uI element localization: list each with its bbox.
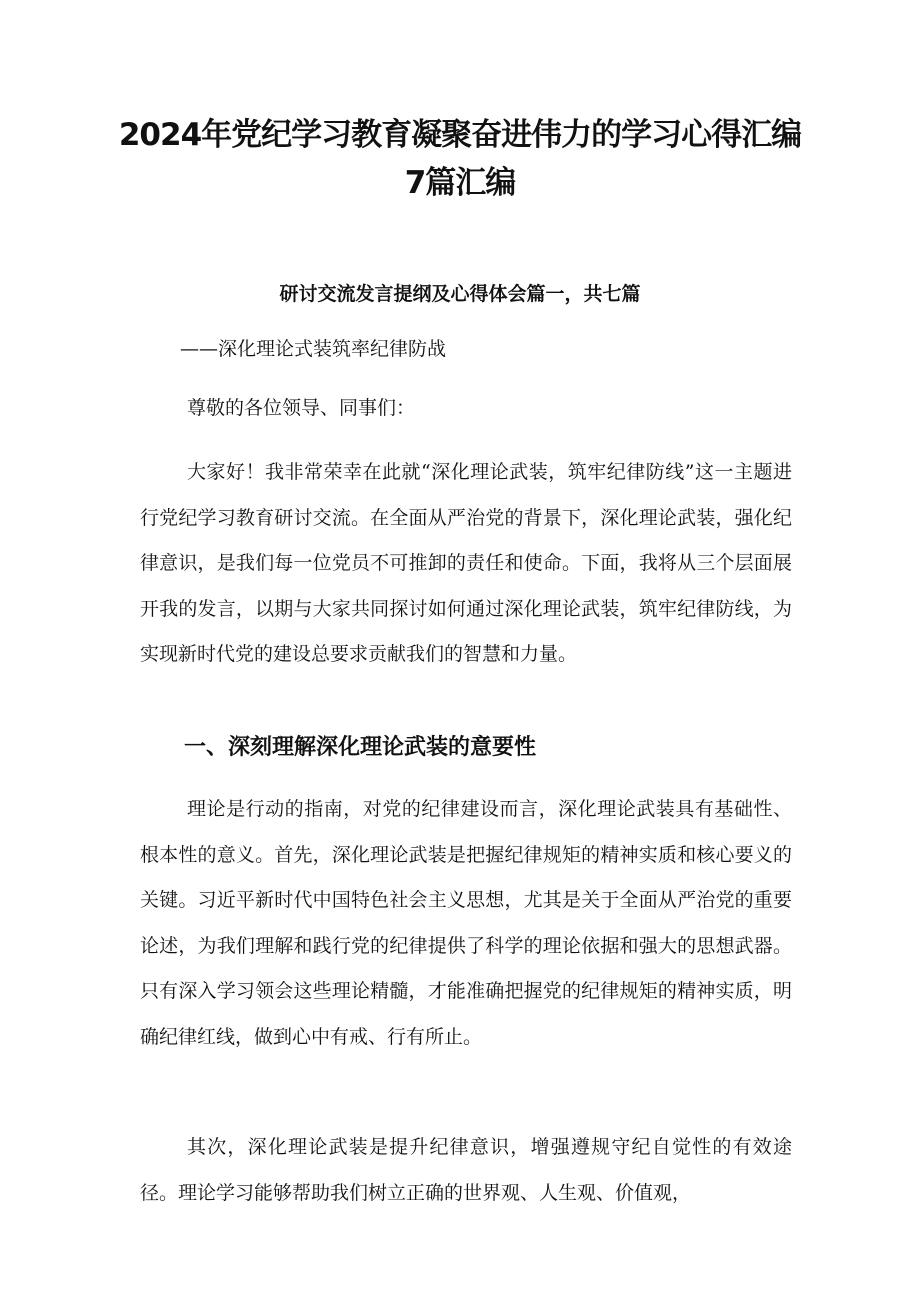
section-1-paragraph-2: 其次，深化理论武装是提升纪律意识，增强遵规守纪自觉性的有效途径。理论学习能够帮助我们树立正确的世界观、人生观、价值观， [140, 1136, 792, 1204]
document-title-line-1: 2024年党纪学习教育凝聚奋进伟力的学习心得汇编 [118, 117, 802, 153]
section-heading-1: 一、深刻理解深化理论武装的意要性 [184, 735, 537, 760]
salutation: 尊敬的各位领导、同事们： [187, 397, 416, 419]
article-subtitle: 研讨交流发言提纲及心得体会篇一，共七篇 [279, 283, 641, 305]
intro-paragraph: 大家好！我非常荣幸在此就“深化理论武装，筑牢纪律防线”这一主题进行党纪学习教育研讨交流。在全面从严治党的背景下，深化理论武装，强化纪律意识，是我们每一位党员不可推卸的责任和使命。下面，我将从三个层面展开我的发言，以期与大家共同探讨如何通过深化理论武装，筑牢纪律防线，为实现新时代党的建设总要求贡献我们的智慧和力量。 [140, 461, 792, 666]
section-1-paragraph-1: 理论是行动的指南，对党的纪律建设而言，深化理论武装具有基础性、根本性的意义。首先，深化理论武装是把握纪律规矩的精神实质和核心要义的关键。习近平新时代中国特色社会主义思想，尤其是关于全面从严治党的重要论述，为我们理解和践行党的纪律提供了科学的理论依据和强大的思想武器。只有深入学习领会这些理论精髓，才能准确把握党的纪律规矩的精神实质，明确纪律红线，做到心中有戒、行有所止。 [140, 798, 792, 1048]
document-title-line-2: 7篇汇编 [404, 165, 516, 201]
article-theme: ——深化理论式装筑率纪律防战 [180, 338, 447, 360]
